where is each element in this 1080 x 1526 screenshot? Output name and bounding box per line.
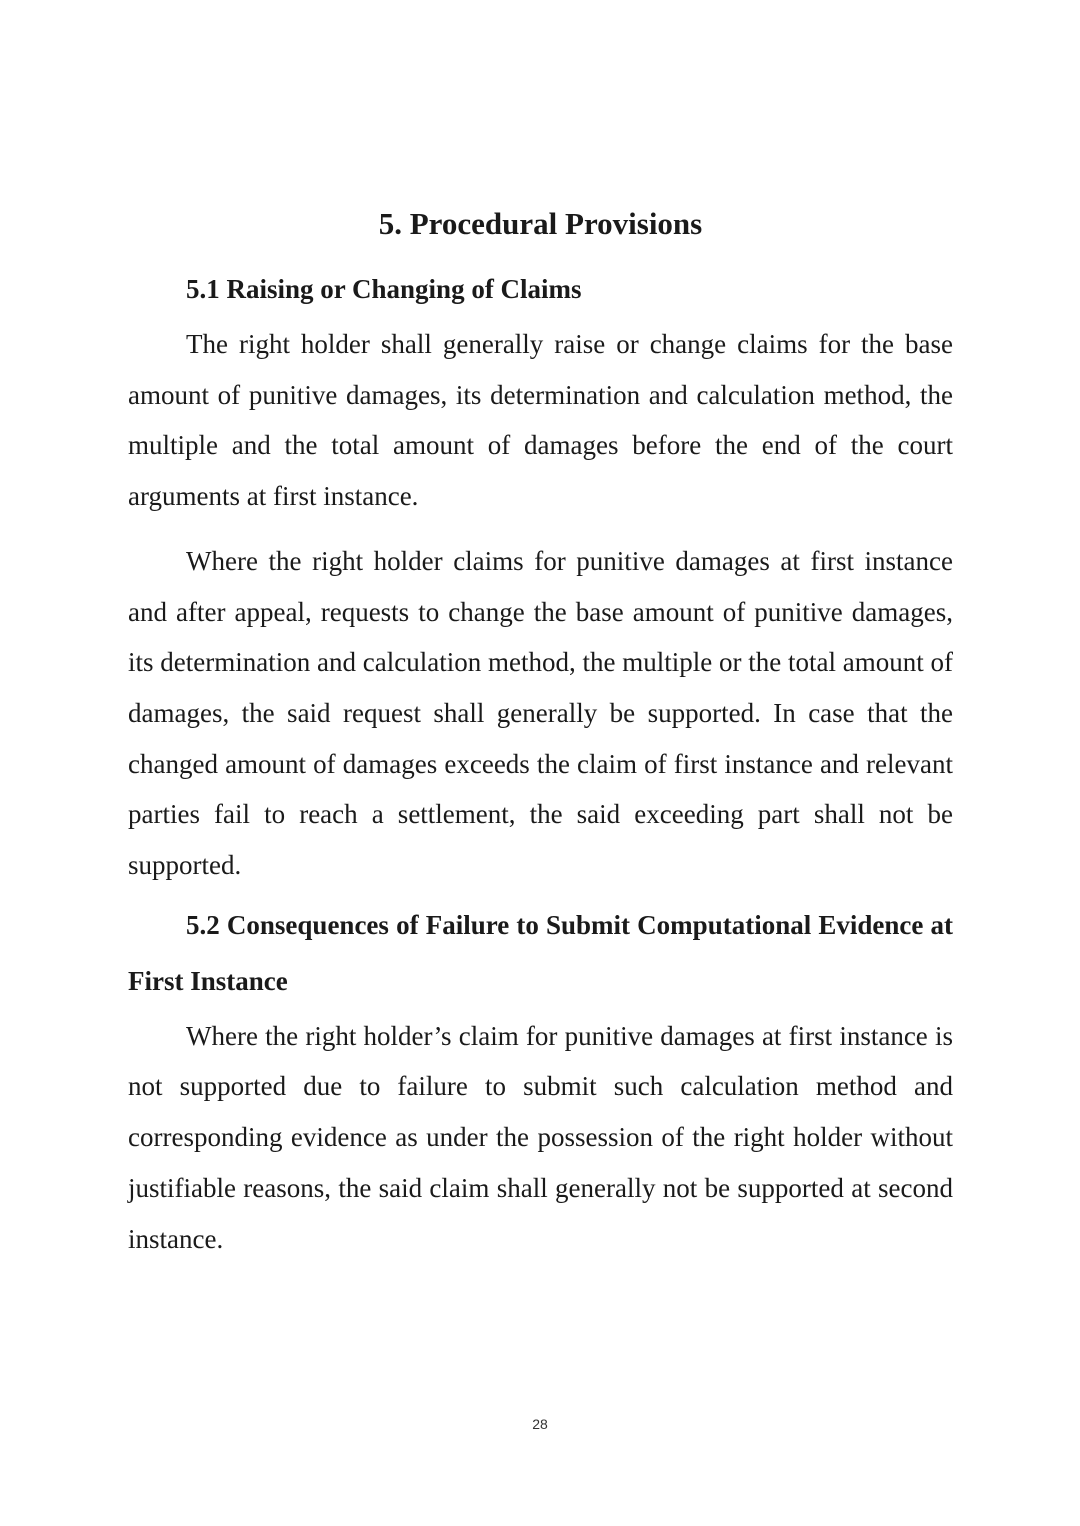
section-heading: 5.2 Consequences of Failure to Submit Computational Evidence at First Instance <box>128 909 953 996</box>
paragraph: Where the right holder claims for punitive damages at first instance and after appeal, requests to change the base amount of punitive damages, its determination and calculation method, the multiple or the total amount of damages, the said request shall generally be supported. In case that the changed amount of damages exceeds the claim of first instance and relevant parties fail to reach a settlement, the said exceeding part shall not be supported. <box>128 545 953 881</box>
chapter-title: 5. Procedural Provisions <box>378 206 703 241</box>
page-content <box>128 200 953 1264</box>
paragraph: Where the right holder’s claim for punitive damages at first instance is not supported due to failure to submit such calculation method and corresponding evidence as under the possession of the right holder without justifiable reasons, the said claim shall generally not be supported at second instance. <box>128 1020 953 1254</box>
section-5-1 <box>128 264 953 891</box>
page-number: 28 <box>532 1416 548 1432</box>
paragraph: The right holder shall generally raise or change claims for the base amount of punitive damages, its determination and calculation method, the multiple and the total amount of damages before the end of the court arguments at first instance. <box>128 329 953 512</box>
section-heading: 5.1 Raising or Changing of Claims <box>186 274 582 304</box>
section-5-2 <box>128 897 953 1265</box>
